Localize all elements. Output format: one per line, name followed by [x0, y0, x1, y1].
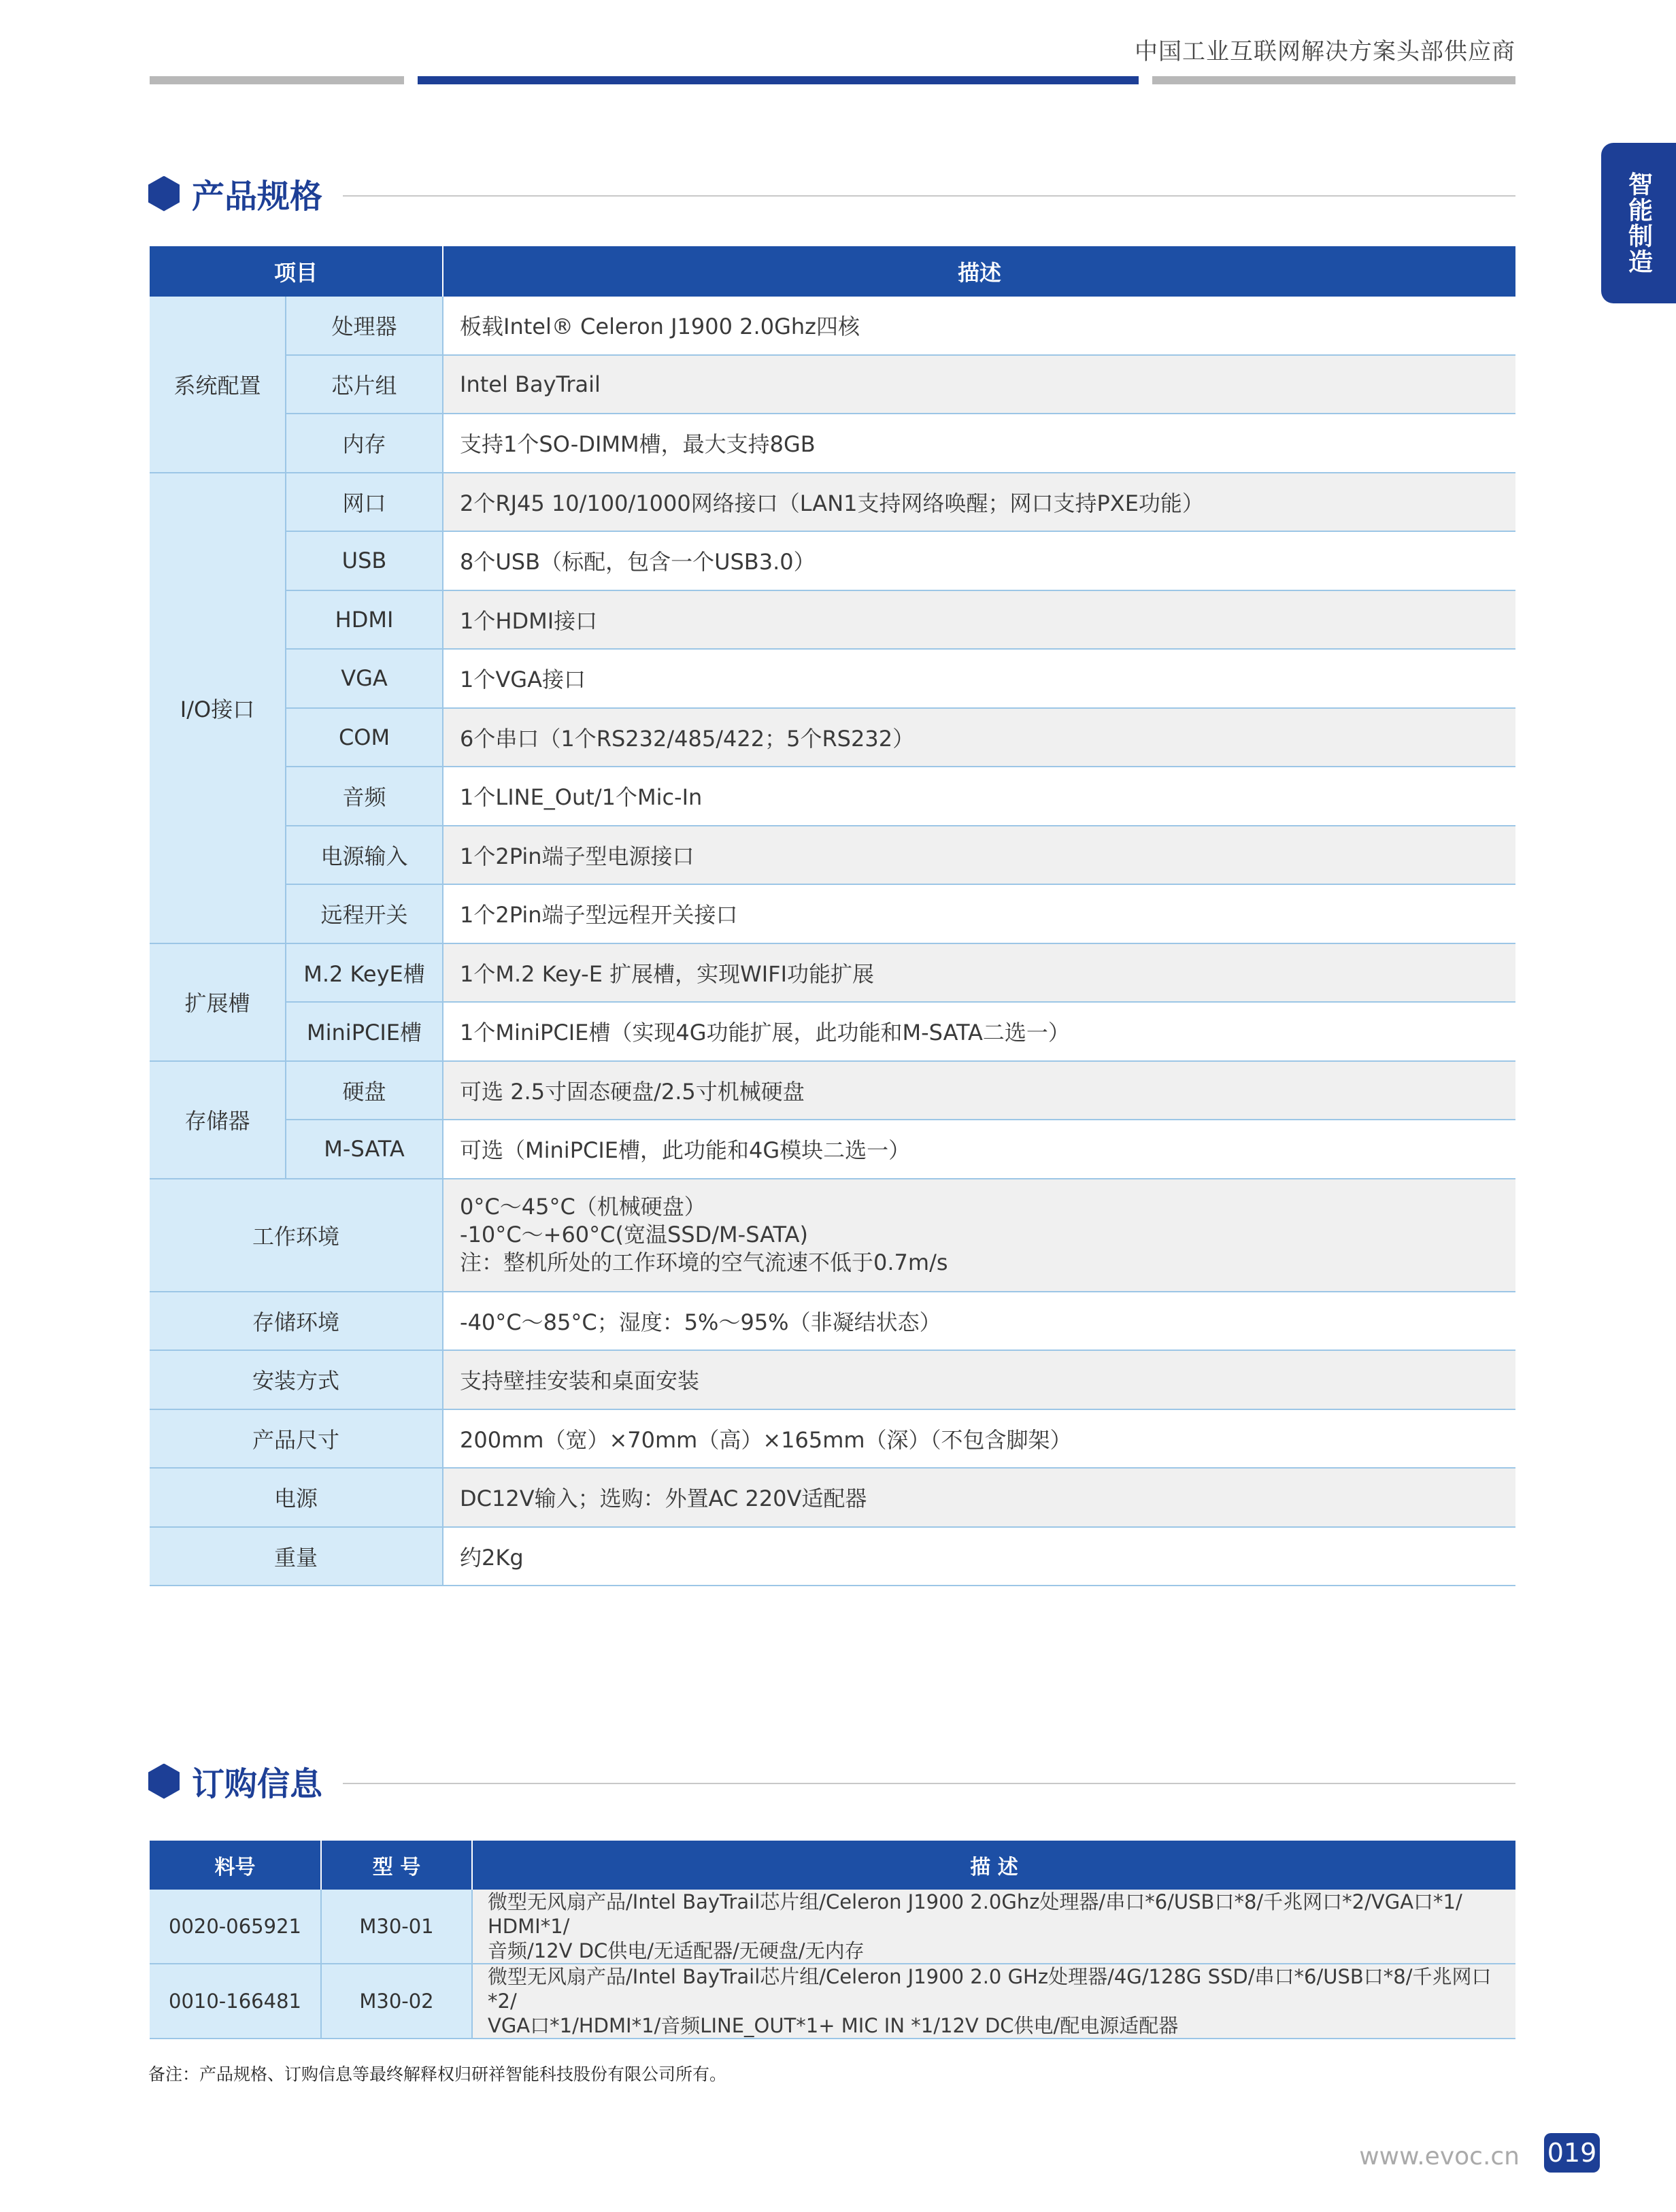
spec-subitem: 处理器 [286, 297, 443, 355]
spec-subitem: 音频 [286, 767, 443, 826]
spec-description-line: -10°C～+60°C(宽温SSD/M-SATA) [460, 1222, 808, 1247]
spec-row [150, 590, 1515, 650]
spec-description [443, 767, 1515, 826]
spec-description-line: 1个M.2 Key-E 扩展槽，实现WIFI功能扩展 [460, 960, 875, 987]
spec-description-line: 1个VGA接口 [460, 667, 586, 693]
spec-item: 工作环境 [150, 1179, 443, 1292]
spec-row [150, 943, 1515, 1003]
website-link[interactable]: www.evoc.cn [1359, 2143, 1520, 2171]
hexagon-icon [148, 1764, 180, 1799]
spec-description-line: 注：整机所处的工作环境的空气流速不低于0.7m/s [460, 1250, 948, 1275]
spec-subitem: 电源输入 [286, 826, 443, 885]
spec-subitem: 网口 [286, 473, 443, 532]
order-col-model: 型 号 [321, 1841, 472, 1890]
spec-description [443, 414, 1515, 473]
spec-row [150, 1468, 1515, 1527]
spec-table [150, 246, 1515, 1586]
spec-description [443, 649, 1515, 708]
part-number: 0010-166481 [150, 1964, 321, 2039]
spec-description-line: -40°C～85°C；湿度：5%～95%（非凝结状态） [460, 1309, 941, 1335]
order-table [150, 1841, 1515, 2039]
order-description-line: VGA口*1/HDMI*1/音频LINE_OUT*1+ MIC IN *1/12V DC供电/配电源适配器 [488, 2014, 1179, 2037]
spec-description [443, 1350, 1515, 1409]
spec-row [150, 1179, 1515, 1292]
spec-description [443, 1002, 1515, 1061]
spec-item: 产品尺寸 [150, 1409, 443, 1469]
order-description-line: 微型无风扇产品/Intel BayTrail芯片组/Celeron J1900 2.0 GHz处理器/4G/128G SSD/串口*6/USB口*8/千兆网口*2/ [488, 1965, 1492, 2013]
order-section-heading [148, 1758, 1515, 1805]
spec-subitem: 内存 [286, 414, 443, 473]
spec-description-line: 200mm（宽）×70mm（高）×165mm（深）（不包含脚架） [460, 1426, 1072, 1453]
header-bar-left [150, 76, 404, 84]
spec-section-heading [148, 170, 1515, 217]
spec-description-line: 8个USB（标配，包含一个USB3.0） [460, 549, 816, 575]
spec-subitem: MiniPCIE槽 [286, 1002, 443, 1061]
spec-description [443, 473, 1515, 532]
spec-description [443, 1409, 1515, 1469]
order-col-desc: 描 述 [472, 1841, 1515, 1890]
side-tab[interactable]: 智能制造 [1601, 143, 1676, 303]
spec-description [443, 884, 1515, 943]
spec-row [150, 1350, 1515, 1409]
order-description [472, 1890, 1515, 1964]
model-number: M30-01 [321, 1890, 472, 1964]
spec-description-line: 1个2Pin端子型电源接口 [460, 843, 694, 869]
spec-row [150, 1061, 1515, 1120]
header-bar-right [1152, 76, 1515, 84]
spec-description-line: 6个串口（1个RS232/485/422；5个RS232） [460, 725, 915, 752]
spec-description-line: Intel BayTrail [460, 371, 601, 397]
spec-description [443, 1120, 1515, 1179]
spec-description-line: 板载Intel® Celeron J1900 2.0Ghz四核 [460, 314, 860, 340]
spec-category: I/O接口 [150, 473, 286, 943]
spec-description-line: 支持1个SO-DIMM槽，最大支持8GB [460, 431, 816, 458]
spec-description-line: 1个MiniPCIE槽（实现4G功能扩展，此功能和M-SATA二选一） [460, 1020, 1070, 1046]
spec-description [443, 590, 1515, 650]
spec-description-line: 1个LINE_Out/1个Mic-In [460, 784, 703, 811]
spec-item: 重量 [150, 1527, 443, 1586]
spec-row [150, 826, 1515, 885]
divider [343, 1783, 1515, 1784]
spec-subitem: M.2 KeyE槽 [286, 943, 443, 1003]
spec-subitem: HDMI [286, 590, 443, 650]
model-number: M30-02 [321, 1964, 472, 2039]
spec-category: 系统配置 [150, 297, 286, 473]
spec-description [443, 1292, 1515, 1351]
spec-subitem: VGA [286, 649, 443, 708]
order-description-line: 音频/12V DC供电/无适配器/无硬盘/无内存 [488, 1939, 865, 1962]
spec-col-desc: 描述 [443, 246, 1515, 297]
spec-description [443, 1527, 1515, 1586]
spec-subitem: M-SATA [286, 1120, 443, 1179]
spec-row [150, 1409, 1515, 1469]
spec-description-line: 约2Kg [460, 1544, 524, 1571]
spec-description [443, 708, 1515, 767]
order-row [150, 1890, 1515, 1964]
header-tagline: 中国工业互联网解决方案头部供应商 [1135, 38, 1515, 65]
order-col-part: 料号 [150, 1841, 321, 1890]
spec-row [150, 414, 1515, 473]
order-row [150, 1964, 1515, 2039]
spec-description [443, 355, 1515, 414]
spec-description-line: DC12V输入；选购：外置AC 220V适配器 [460, 1486, 867, 1512]
spec-subitem: 远程开关 [286, 884, 443, 943]
spec-section-title: 产品规格 [192, 178, 323, 216]
spec-description-line: 1个2Pin端子型远程开关接口 [460, 902, 738, 928]
spec-description [443, 1179, 1515, 1292]
spec-subitem: USB [286, 531, 443, 590]
spec-row [150, 1527, 1515, 1586]
spec-description [443, 531, 1515, 590]
spec-category: 存储器 [150, 1061, 286, 1179]
spec-row [150, 884, 1515, 943]
hexagon-icon [148, 176, 180, 212]
spec-item: 安装方式 [150, 1350, 443, 1409]
spec-description-line: 0°C～45°C（机械硬盘） [460, 1194, 706, 1220]
spec-category: 扩展槽 [150, 943, 286, 1061]
spec-description [443, 1061, 1515, 1120]
spec-row [150, 355, 1515, 414]
order-description-line: 微型无风扇产品/Intel BayTrail芯片组/Celeron J1900 2.0Ghz处理器/串口*6/USB口*8/千兆网口*2/VGA口*1/ HDMI*1/ [488, 1890, 1462, 1938]
divider [343, 195, 1515, 197]
spec-description [443, 1468, 1515, 1527]
footnote: 备注：产品规格、订购信息等最终解释权归研祥智能科技股份有限公司所有。 [148, 2064, 727, 2084]
spec-row [150, 473, 1515, 532]
spec-description-line: 可选 2.5寸固态硬盘/2.5寸机械硬盘 [460, 1078, 805, 1105]
spec-description [443, 826, 1515, 885]
spec-row [150, 649, 1515, 708]
spec-subitem: 芯片组 [286, 355, 443, 414]
page-number: 019 [1544, 2133, 1600, 2173]
order-description [472, 1964, 1515, 2039]
spec-description-line: 支持壁挂安装和桌面安装 [460, 1368, 700, 1394]
spec-subitem: COM [286, 708, 443, 767]
spec-row [150, 708, 1515, 767]
spec-description-line: 可选（MiniPCIE槽，此功能和4G模块二选一） [460, 1137, 911, 1164]
spec-col-item: 项目 [150, 246, 443, 297]
spec-row [150, 1292, 1515, 1351]
order-section-title: 订购信息 [192, 1765, 323, 1803]
spec-item: 电源 [150, 1468, 443, 1527]
spec-description-line: 1个HDMI接口 [460, 607, 598, 634]
spec-subitem: 硬盘 [286, 1061, 443, 1120]
spec-row [150, 1002, 1515, 1061]
header-bar-center [418, 76, 1139, 84]
part-number: 0020-065921 [150, 1890, 321, 1964]
spec-row [150, 1120, 1515, 1179]
spec-description [443, 297, 1515, 355]
spec-description [443, 943, 1515, 1003]
spec-description-line: 2个RJ45 10/100/1000网络接口（LAN1支持网络唤醒；网口支持PXE功能） [460, 490, 1204, 516]
spec-item: 存储环境 [150, 1292, 443, 1351]
spec-row [150, 767, 1515, 826]
spec-row [150, 297, 1515, 355]
spec-row [150, 531, 1515, 590]
